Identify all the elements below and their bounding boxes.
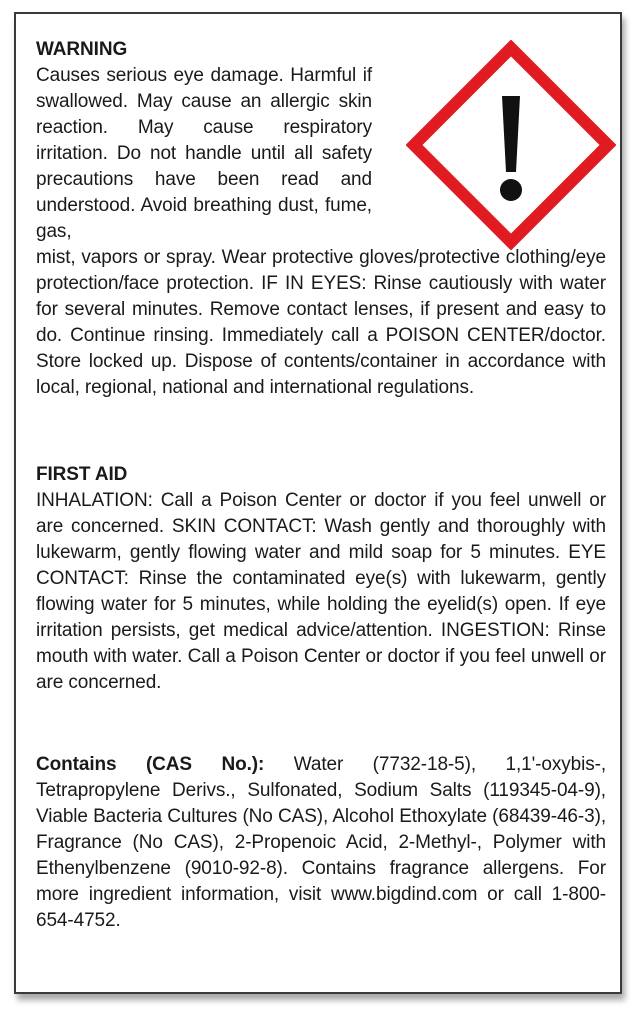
- warning-text-bottom: mist, vapors or spray. Wear protective gloves/protective clothing/eye protection/face protection. IF IN EYES: Rinse cautiously with water for several minutes. Remove contact lenses, if present and easy to do. Continue rinsing. Immediately call a POISON CENTER/doctor. Store locked up. Dispose of contents/container in accordance with local, regional, national and international regulations.: [36, 247, 606, 398]
- safety-label: [14, 12, 622, 994]
- first-aid-text: INHALATION: Call a Poison Center or doctor if you feel unwell or are concerned. SKIN CONTACT: Wash gently and thoroughly with lukewarm, gently flowing water and mild soap for 5 minutes. EYE CONTACT: Rinse the contaminated eye(s) with lukewarm, gently flowing water for 5 minutes, while holding the eyelid(s) open. If eye irritation persists, get medical advice/attention. INGESTION: Rinse mouth with water. Call a Poison Center or doctor if you feel unwell or are concerned.: [36, 490, 606, 693]
- exclamation-dot: [500, 179, 522, 201]
- contains-section: [36, 752, 606, 934]
- exclamation-mark-hazard-icon: [406, 40, 616, 250]
- warning-text-top: Causes serious eye damage. Harmful if swallowed. May cause an allergic skin reaction. May cause respiratory irritation. Do not handle until all safety precautions have been read and understood. Avoid breathing dust, fume, gas,: [36, 65, 372, 242]
- contains-label: Contains (CAS No.):: [36, 754, 265, 775]
- warning-heading: WARNING: [36, 39, 128, 60]
- first-aid-heading: FIRST AID: [36, 464, 128, 485]
- contains-text: Water (7732-18-5), 1,1'-oxybis-, Tetrapropylene Derivs., Sulfonated, Sodium Salts (119345-04-9), Viable Bacteria Cultures (No CAS), Alcohol Ethoxylate (68439-46-3), Fragrance (No CAS), 2-Propenoic Acid, 2-Methyl-, Polymer with Ethenylbenzene (9010-92-8). Contains fragrance allergens. For more ingredient information, visit www.bigdind.com or call 1-800-654-4752.: [36, 754, 607, 931]
